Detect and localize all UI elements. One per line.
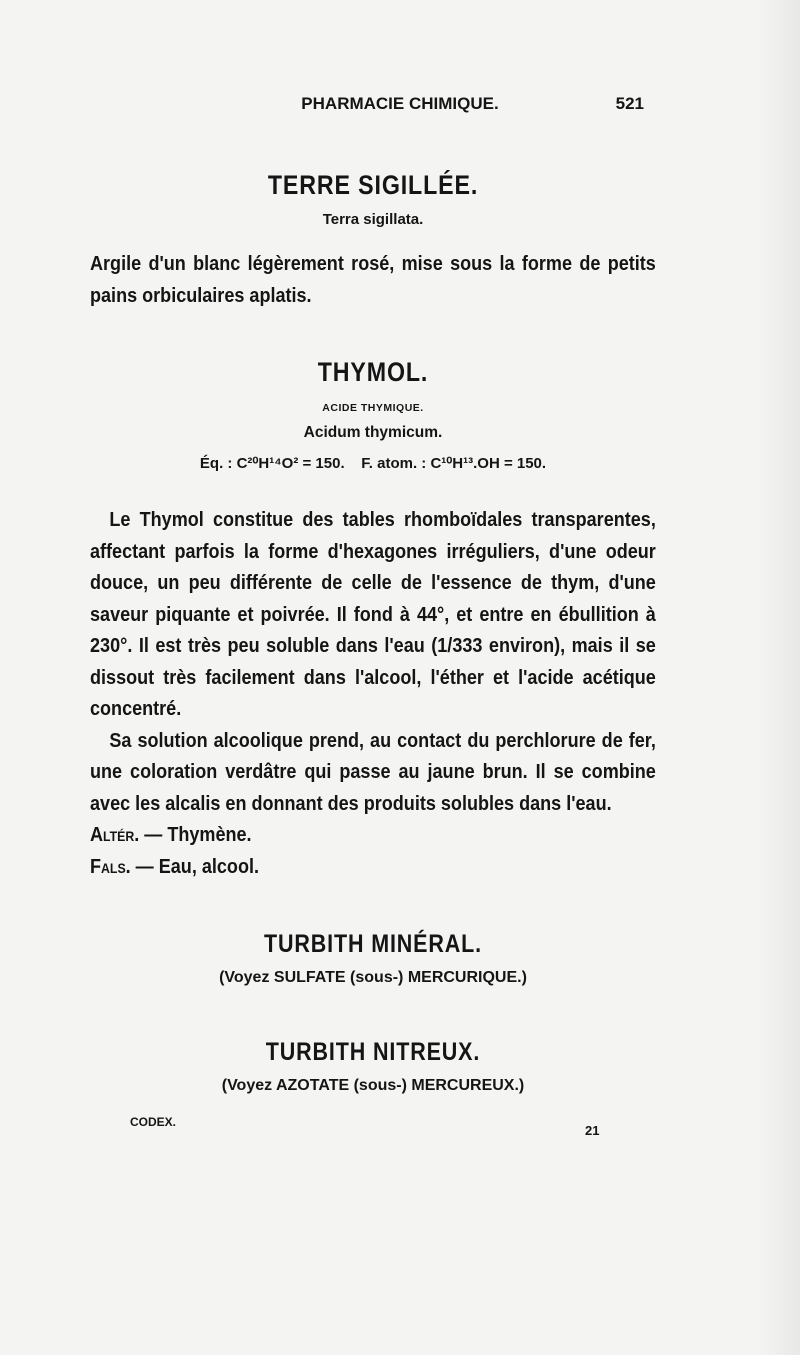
alteration-text: — Thymène.	[139, 823, 252, 846]
falsification-text: — Eau, alcool.	[130, 854, 259, 878]
body-text	[90, 248, 656, 311]
sheet-number: 21	[585, 1123, 600, 1138]
running-title: PHARMACIE CHIMIQUE.	[301, 94, 499, 113]
paragraph: Le Thymol constitue des tables rhomboïdales transparentes, affectant parfois la forme d'hexagones irréguliers, d'une odeur douce, un peu différente de celle de l'essence de thym, d'une saveur piquante et poivrée. Il fond à 44°, et entre en ébullition à 230°. Il est très peu soluble dans l'eau (1/333 environ), mais il se dissout très facilement dans l'alcool, l'éther et l'acide acétique concentré.	[90, 508, 656, 720]
synonym: ACIDE THYMIQUE.	[322, 402, 424, 414]
paragraph: Sa solution alcoolique prend, au contact du perchlorure de fer, une coloration verdâtre qui passe au jaune brun. Il se combine avec les alcalis en donnant des produits solubles dans l'eau.	[90, 728, 656, 815]
signature-mark: CODEX.	[130, 1115, 177, 1129]
section-thymol	[90, 357, 656, 472]
section-turbith-nitreux	[90, 1038, 656, 1095]
falsification-line	[90, 851, 656, 883]
chemical-formula: Éq. : C²⁰H¹⁴O² = 150. F. atom. : C¹⁰H¹³.OH = 150.	[199, 455, 547, 472]
section-thymol-body	[90, 504, 656, 882]
paragraph: Argile d'un blanc légèrement rosé, mise sous la forme de petits pains orbiculaires aplatis.	[90, 252, 656, 307]
latin-name: Terra sigillata.	[322, 211, 424, 228]
section-title: TERRE SIGILLÉE.	[267, 170, 479, 200]
section-title: TURBITH MINÉRAL.	[263, 930, 482, 958]
alteration-line	[90, 819, 656, 851]
page-footer	[0, 1115, 800, 1155]
section-title: TURBITH NITREUX.	[265, 1038, 481, 1066]
running-head	[0, 94, 800, 118]
section-turbith-mineral	[90, 930, 656, 987]
cross-reference: (Voyez SULFATE (sous-) MERCURIQUE.)	[219, 969, 527, 986]
body-text	[90, 504, 656, 882]
section-terre-sigillee	[90, 170, 656, 228]
section-terre-sigillee-body	[90, 248, 656, 311]
cross-reference: (Voyez AZOTATE (sous-) MERCUREUX.)	[221, 1077, 525, 1094]
section-title: THYMOL.	[317, 357, 429, 387]
page-number: 521	[615, 94, 644, 113]
alteration-label: Altér.	[90, 823, 140, 846]
latin-name: Acidum thymicum.	[303, 424, 443, 441]
falsification-label: Fals.	[90, 854, 131, 878]
